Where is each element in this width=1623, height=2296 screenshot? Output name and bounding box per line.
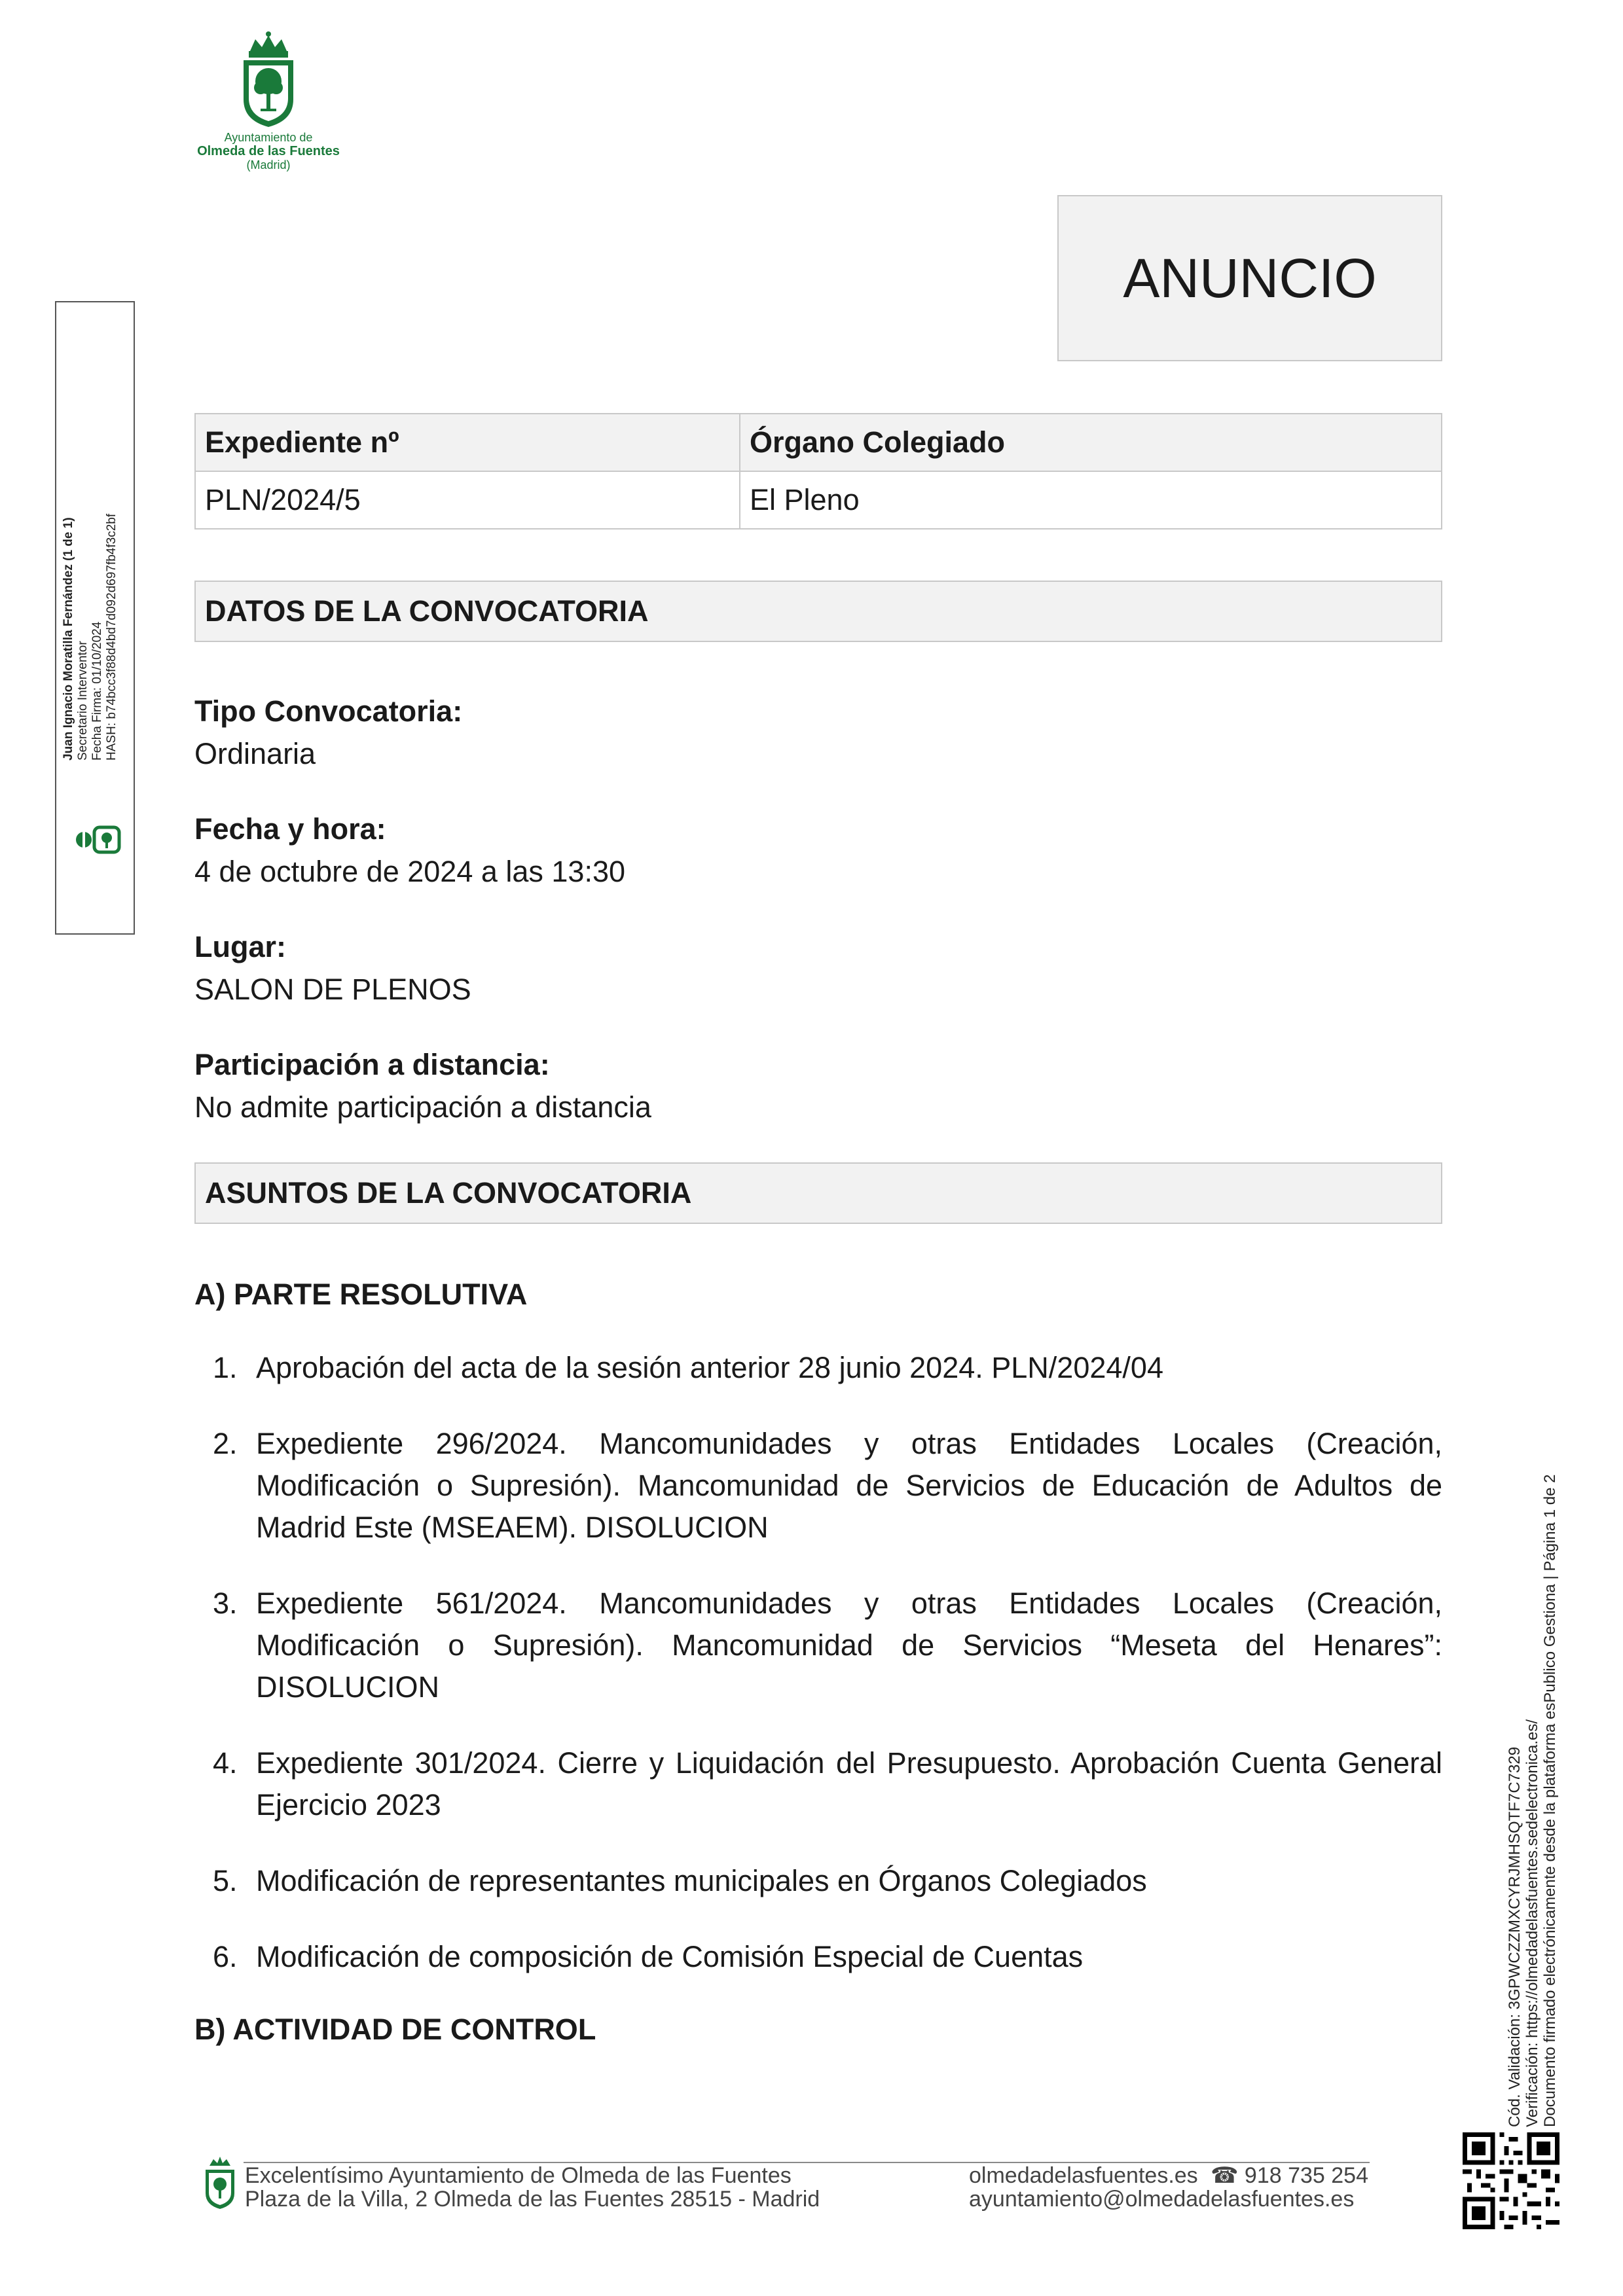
fecha-value: 4 de octubre de 2024 a las 13:30	[194, 855, 626, 888]
list-item: 4. Expediente 301/2024. Cierre y Liquidación del Presupuesto. Aprobación Cuenta General Ejercicio 2023	[213, 1746, 1442, 1821]
list-item: 3. Expediente 561/2024. Mancomunidades y otras Entidades Locales (Creación, Modificación o Supresión). Mancomunidad de Servicios “Meseta del Henares”: DISOLUCION	[213, 1587, 1442, 1704]
lugar-label: Lugar:	[194, 930, 286, 963]
logo-line2: Olmeda de las Fuentes	[197, 144, 340, 158]
asuntos-section-title: ASUNTOS DE LA CONVOCATORIA	[194, 1162, 1442, 1224]
datos-section-title: DATOS DE LA CONVOCATORIA	[194, 581, 1442, 642]
fecha-label: Fecha y hora:	[194, 812, 386, 846]
footer-website-link[interactable]: olmedadelasfuentes.es	[969, 2163, 1198, 2188]
tipo-value: Ordinaria	[194, 737, 316, 770]
signature-box	[55, 301, 135, 935]
validation-url: Verificación: https://olmedadelasfuentes.sedelectronica.es/	[1523, 1719, 1541, 2127]
footer-phone: 918 735 254	[1244, 2163, 1368, 2188]
footer-org-line1: Excelentísimo Ayuntamiento de Olmeda de las Fuentes	[245, 2163, 792, 2188]
agenda-list	[194, 1347, 1442, 2012]
list-item: 6. Modificación de composición de Comisión Especial de Cuentas	[213, 1940, 1084, 1973]
lugar-value: SALON DE PLENOS	[194, 973, 471, 1006]
signature-seal-icon	[71, 825, 122, 855]
footer-org-line2: Plaza de la Villa, 2 Olmeda de las Fuentes 28515 - Madrid	[245, 2187, 820, 2212]
logo-line3: (Madrid)	[246, 158, 291, 171]
coat-of-arms-icon	[237, 31, 300, 128]
signature-date: Fecha Firma: 01/10/2024	[90, 621, 104, 761]
table-header-row	[195, 414, 1442, 471]
footer-email-link[interactable]: ayuntamiento@olmedadelasfuentes.es	[969, 2187, 1355, 2212]
qr-code-icon[interactable]	[1463, 2132, 1559, 2229]
table-header-expediente: Expediente nº	[195, 414, 740, 471]
expediente-value: PLN/2024/5	[195, 471, 740, 529]
actividad-control-heading: B) ACTIVIDAD DE CONTROL	[194, 2013, 596, 2046]
signature-text	[62, 302, 127, 761]
tipo-label: Tipo Convocatoria:	[194, 694, 463, 728]
logo-line1: Ayuntamiento de	[224, 131, 313, 144]
participacion-label: Participación a distancia:	[194, 1048, 550, 1081]
parte-resolutiva-heading: A) PARTE RESOLUTIVA	[194, 1278, 528, 1311]
list-item: 5. Modificación de representantes municipales en Órganos Colegiados	[213, 1864, 1147, 1897]
signature-hash: HASH: b74bcc3f88d4bd7d092d697fb4f3c2bf	[105, 513, 119, 761]
organo-value: El Pleno	[740, 471, 1442, 529]
table-header-organo: Órgano Colegiado	[740, 414, 1442, 471]
document-title: ANUNCIO	[1057, 195, 1442, 361]
footer-contact	[969, 2164, 1368, 2211]
phone-icon: ☎	[1211, 2163, 1239, 2188]
municipal-logo	[190, 31, 347, 175]
validation-document: Documento firmado electrónicamente desde la plataforma esPublico Gestiona | Página 1 de 2	[1541, 1474, 1559, 2127]
validation-text	[1506, 1407, 1578, 2127]
footer-organization	[245, 2164, 820, 2211]
signer-role: Secretario Interventor	[76, 641, 90, 761]
validation-code: Cód. Validación: 3GPWCZZMXCYRJMHSQTF7C7329	[1506, 1746, 1523, 2127]
footer-coat-of-arms-icon	[202, 2155, 238, 2210]
participacion-value: No admite participación a distancia	[194, 1090, 651, 1124]
list-item: 2. Expediente 296/2024. Mancomunidades y otras Entidades Locales (Creación, Modificación o Supresión). Mancomunidad de Servicios de Educación de Adultos de Madrid Este (MSEAEM). DISOLUCION	[213, 1427, 1442, 1544]
signer-name: Juan Ignacio Moratilla Fernández (1 de 1)	[62, 517, 75, 761]
expediente-table	[194, 413, 1442, 529]
table-row	[195, 471, 1442, 529]
list-item: 1. Aprobación del acta de la sesión anterior 28 junio 2024. PLN/2024/04	[213, 1351, 1163, 1384]
